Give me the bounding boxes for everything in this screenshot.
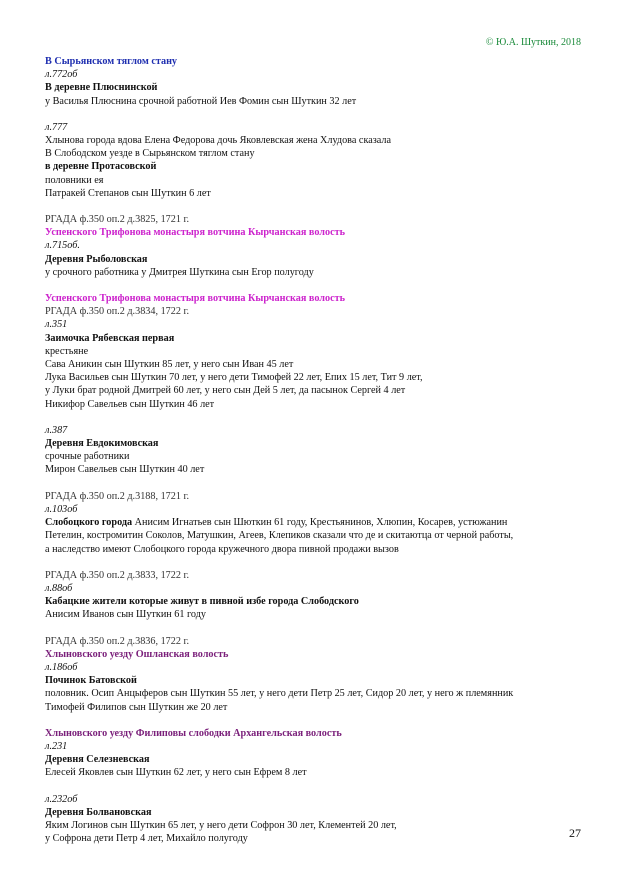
folio-reference: л.351: [45, 319, 68, 331]
text-line: В Слободском уезде в Сырьянском тяглом стану: [45, 148, 255, 160]
paragraph-gap: [45, 200, 585, 213]
section-heading: Хлыновского уезду Ошланская волость: [45, 648, 229, 660]
archive-reference: РГАДА ф.350 оп.2 д.3188, 1721 г.: [45, 490, 190, 502]
text-line: Сава Аникин сын Шуткин 85 лет, у него сын Иван 45 лет: [45, 359, 294, 371]
text-line: Елесей Яковлев сын Шуткин 62 лет, у него сын Ефрем 8 лет: [45, 767, 307, 779]
paragraph-gap: [45, 279, 585, 292]
place-heading: Деревня Болвановская: [45, 806, 152, 818]
page-number: 27: [569, 826, 581, 840]
paragraph-gap: [45, 780, 585, 793]
place-heading: Деревня Евдокимовская: [45, 438, 159, 450]
text-line: Петелин, костромитин Соколов, Матушкин, Агеев, Клепиков сказали что де и скитаютца от черной работы,: [45, 530, 514, 542]
archive-reference: РГАДА ф.350 оп.2 д.3836, 1722 г.: [45, 635, 190, 647]
place-heading: в деревне Протасовской: [45, 161, 157, 173]
text-line: половник. Осип Анцыферов сын Шуткин 55 лет, у него дети Петр 25 лет, Сидор 20 лет, у него ж племянник: [45, 688, 514, 700]
text-continuation: Анисим Игнатьев сын Шюткин 61 году, Крестьянинов, Хлюпин, Косарев, устюжанин: [132, 517, 508, 529]
document-body: [45, 55, 585, 845]
section-heading: В Сырьянском тяглом стану: [45, 56, 178, 67]
paragraph-gap: [45, 622, 585, 635]
text-line: а наследство имеют Слобоцкого города кружечного двора пивной продажи вызов: [45, 543, 399, 555]
paragraph-gap: [45, 411, 585, 424]
section-heading: Успенского Трифонова монастыря вотчина Кырчанская волость: [45, 227, 346, 239]
folio-reference: л.715об.: [45, 240, 80, 252]
folio-reference: л.186об: [45, 661, 78, 673]
folio-reference: л.88об: [45, 582, 73, 594]
bold-place-name: Слобоцкого города: [45, 517, 133, 529]
place-heading: В деревне Плюснинской: [45, 82, 158, 94]
text-line: у Софрона дети Петр 4 лет, Михайло полугоду: [45, 833, 248, 845]
text-line: крестьяне: [45, 345, 89, 357]
text-line: Мирон Савельев сын Шуткин 40 лет: [45, 464, 205, 476]
text-line: [45, 516, 585, 529]
folio-reference: л.231: [45, 740, 68, 752]
text-line: у Луки брат родной Дмитрей 60 лет, у него сын Дей 5 лет, да пасынок Сергей 4 лет: [45, 385, 406, 397]
place-heading: Починок Батовской: [45, 675, 137, 687]
folio-reference: л.232об: [45, 793, 78, 805]
text-line: у срочного работника у Дмитрея Шуткина сын Егор полугоду: [45, 266, 314, 278]
copyright-notice: © Ю.А. Шуткин, 2018: [485, 37, 581, 48]
text-line: Тимофей Филипов сын Шуткин же 20 лет: [45, 701, 228, 713]
paragraph-gap: [45, 556, 585, 569]
text-line: Анисим Иванов сын Шуткин 61 году: [45, 609, 207, 621]
place-heading: Заимочка Рябевская первая: [45, 332, 175, 344]
paragraph-gap: [45, 477, 585, 490]
folio-reference: л.387: [45, 424, 68, 436]
text-line: срочные работники: [45, 451, 130, 463]
folio-reference: л.777: [45, 121, 68, 133]
place-heading: Кабацкие жители которые живут в пивной избе города Слободского: [45, 596, 359, 608]
folio-reference: л.103об: [45, 503, 78, 515]
archive-reference: РГАДА ф.350 оп.2 д.3825, 1721 г.: [45, 214, 190, 226]
text-line: Патракей Степанов сын Шуткин 6 лет: [45, 187, 211, 199]
text-line: Яким Логинов сын Шуткин 65 лет, у него дети Софрон 30 лет, Клементей 20 лет,: [45, 819, 397, 831]
paragraph-gap: [45, 108, 585, 121]
paragraph-gap: [45, 714, 585, 727]
place-heading: Деревня Селезневская: [45, 754, 150, 766]
text-line: у Василья Плюснина срочной работной Иев Фомин сын Шуткин 32 лет: [45, 95, 357, 107]
section-heading: Успенского Трифонова монастыря вотчина Кырчанская волость: [45, 293, 346, 305]
text-line: Хлынова города вдова Елена Федорова дочь Яковлевская жена Хлудова сказала: [45, 135, 392, 147]
text-line: Лука Васильев сын Шуткин 70 лет, у него дети Тимофей 22 лет, Епих 15 лет, Тит 9 лет,: [45, 372, 423, 384]
archive-reference: РГАДА ф.350 оп.2 д.3834, 1722 г.: [45, 306, 190, 318]
archive-reference: РГАДА ф.350 оп.2 д.3833, 1722 г.: [45, 569, 190, 581]
section-heading: Хлыновского уезду Филиповы слободки Архангельская волость: [45, 727, 342, 739]
folio-reference: л.772об: [45, 69, 78, 81]
text-line: половники ея: [45, 174, 104, 186]
text-line: Никифор Савельев сын Шуткин 46 лет: [45, 398, 215, 410]
place-heading: Деревня Рыболовская: [45, 253, 148, 265]
